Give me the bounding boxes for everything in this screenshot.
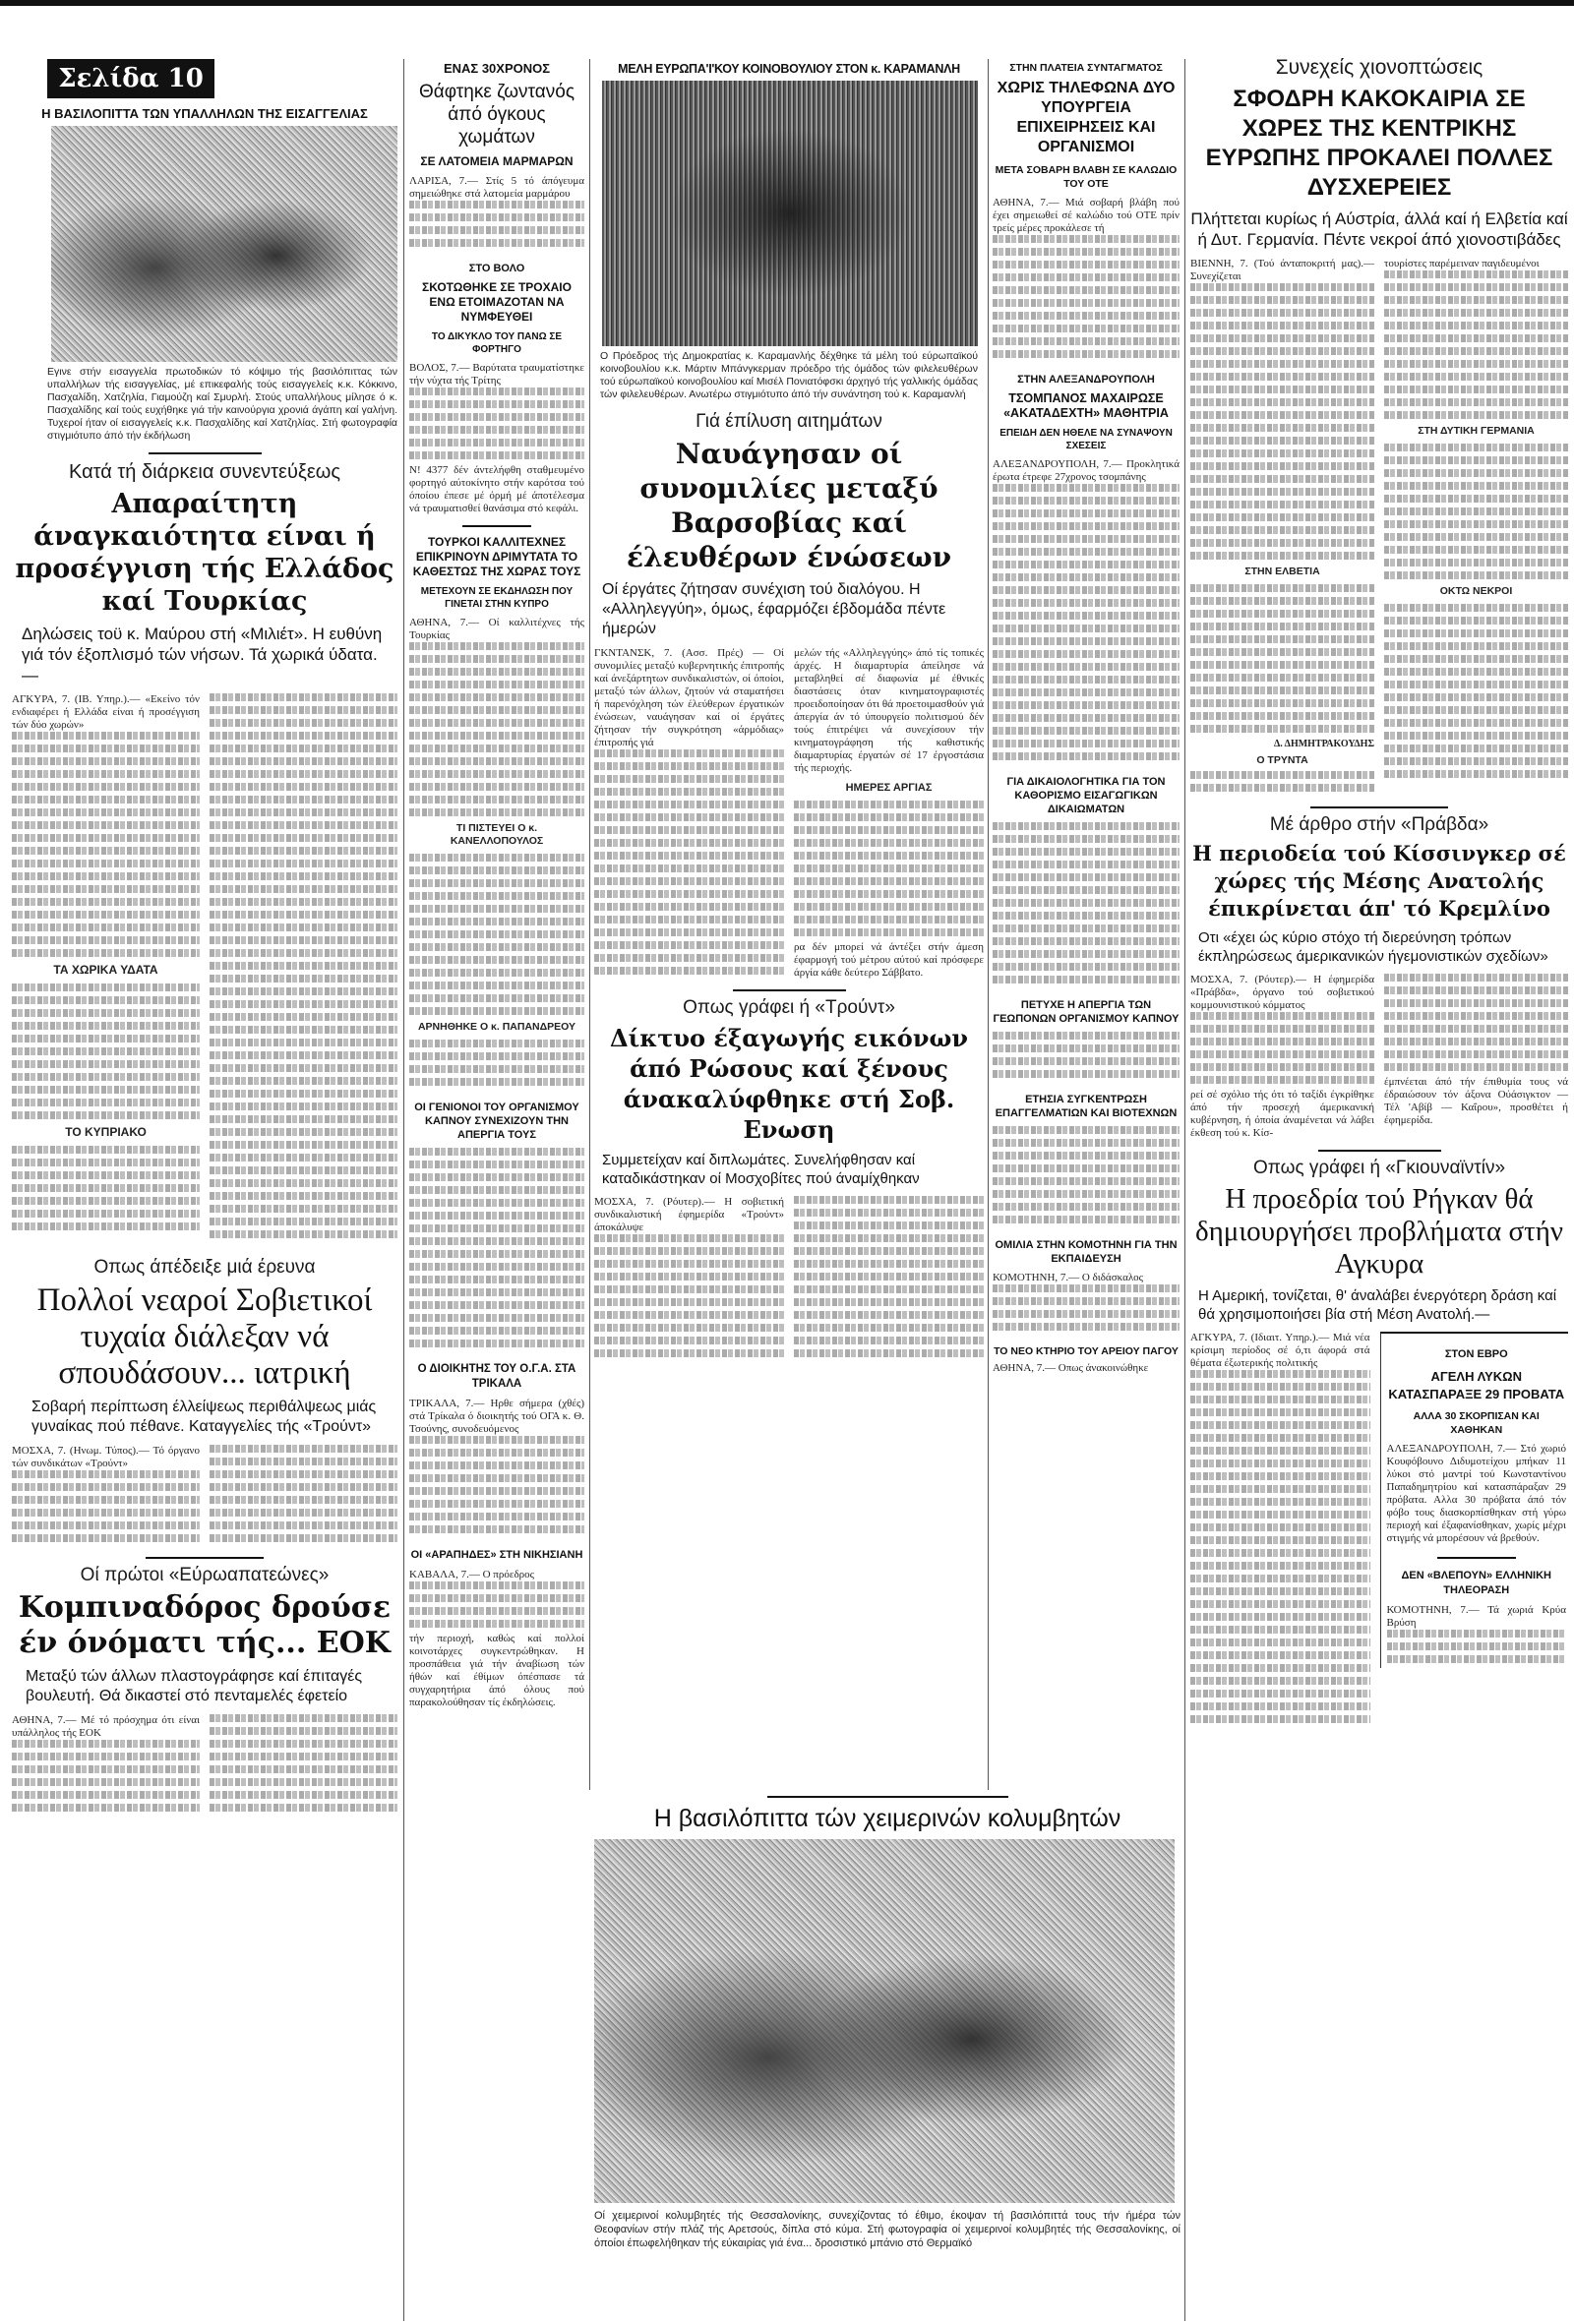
article-kicker: ΣΤΟΝ ΕΒΡΟ <box>1444 1348 1508 1360</box>
article-kicker: ΕΝΑΣ 30ΧΡΟΝΟΣ <box>443 61 551 76</box>
divider <box>462 525 531 527</box>
article-subhead: ΜΕΤΕΧΟΥΝ ΣΕ ΕΚΔΗΛΩΣΗ ΠΟΥ ΓΙΝΕΤΑΙ ΣΤΗΝ ΚΥΠΡΟ <box>420 586 574 610</box>
subsection-heading: ΑΡΝΗΘΗΚΕ Ο κ. ΠΑΠΑΝΔΡΕΟΥ <box>417 1021 576 1033</box>
photo-caption-col1: Εγινε στήν εισαγγελία πρωτοδικών τό κόψιμο τής βασιλόπιττας τών υπαλλήλων τής εισαγγελίας, μέ επικεφαλής τούς εισαγγελείς κ.κ. Κόκκινο, Πασχαλίδη, Χατζηλία, Γιαμούζη καί Σμυρλή. Στούς υπαλλήλους μίλησε ό κ. Πασχαλίδης καί τούς ευχήθηκε γιά τήν καινούργια χρονιά άγάπη καί γαλήνη. Τυχεροί ήταν οί εισαγγελείς κ.κ. Πασχαλίδης καί Χατζηλίας. Στή φωτογραφία στιγμιότυπο άπό τήν έκδήλωση <box>47 366 397 442</box>
subsection-heading: ΤΑ ΧΩΡΙΚΑ ΥΔΑΤΑ <box>53 963 158 977</box>
article-kicker: ΣΤΗΝ ΑΛΕΞΑΝΔΡΟΥΠΟΛΗ <box>1017 374 1155 386</box>
article-subhead: ΣΕ ΛΑΤΟΜΕΙΑ ΜΑΡΜΑΡΩΝ <box>420 154 574 168</box>
divider <box>767 1796 1008 1798</box>
photo-title-swimmers: Η βασιλόπιττα τών χειμερινών κολυμβητών <box>653 1805 1121 1832</box>
article-lead: ΑΛΕΞΑΝΔΡΟΥΠΟΛΗ, 7.— Στό χωριό Κουφόβουνο Διδυμοτείχου μπήκαν 11 λύκοι στό μαντρί τού Κωνσταντίνου Παπαδημητρίου καί κατασπάραξαν 29 πρόβατα. Αλλα 30 πρόβατα άπό τόν φόβο τους διασκορπίσθηκαν στή γύρω περιοχή καί έξαφανίσθηκαν, χωρίς μέχρι στιγμής νά μπορέσουν νά βρεθούν. <box>1386 1443 1566 1544</box>
article-subhead: ΕΠΕΙΔΗ ΔΕΝ ΗΘΕΛΕ ΝΑ ΣΥΝΑΨΟΥΝ ΣΧΕΣΕΙΣ <box>999 428 1173 451</box>
article-kicker: Οπως άπέδειξε μιά έρευνα <box>93 1257 316 1278</box>
article-body-columns <box>1190 1332 1568 1728</box>
article-headline: Η προεδρία τού Ρήγκαν θά δημιουργήσει προβλήματα στήν Αγκυρα <box>1194 1183 1564 1280</box>
article-subhead: Δηλώσεις τοϋ κ. Μαύρου στή «Μιλιέτ». Η ευθύνη γιά τόν έξοπλισμό τών νήσων. Τά χωρικά ύδατα.— <box>22 625 383 685</box>
divider <box>1310 806 1448 808</box>
article-body-col <box>210 1445 397 1547</box>
article-subhead: Μεταξύ τών άλλων πλαστογράφησε καί έπιταγές βουλευτή. Θά δικαστεί στό πενταμελές έφετείο <box>26 1668 363 1704</box>
column-rule <box>1184 59 1185 2321</box>
article-body-col: έμπνέεται άπό τήν έπιθυμία τους νά έδραιώσουν τόν άξονα Ούάσιγκτον — Τέλ 'Αβίβ — Καΐρου», προσθέτει ή έφημερίδα. <box>1384 974 1568 1127</box>
article-body-columns <box>1190 974 1568 1140</box>
article-body-columns <box>594 647 984 980</box>
article-kicker: ΣΤΗΝ ΠΛΑΤΕΙΑ ΣΥΝΤΑΓΜΑΤΟΣ <box>1009 62 1163 74</box>
byline: Δ. ΔΗΜΗΤΡΑΚΟΥΔΗΣ <box>1273 739 1374 749</box>
article-headline: Θάφτηκε ζωντανός άπό όγκους χωμάτων <box>418 82 575 148</box>
article-kicker: ΣΤΟ ΒΟΛΟ <box>468 263 525 274</box>
subsection-heading: ΤΙ ΠΙΣΤΕΥΕΙ Ο κ. ΚΑΝΕΛΛΟΠΟΥΛΟΣ <box>450 822 544 847</box>
article-headline: ΟΙ ΓΕΝΙΟΝΟΙ ΤΟΥ ΟΡΓΑΝΙΣΜΟΥ ΚΑΠΝΟΥ ΣΥΝΕΧΙΖΟΥΝ ΤΗΝ ΑΠΕΡΓΙΑ ΤΟΥΣ <box>414 1102 579 1141</box>
article-lead: ΚΑΒΑΛΑ, 7.— Ο πρόεδρος τήν περιοχή, καθώς καί πολλοί κοινοτάρχες συγκεντρώθηκαν. Η προσπάθεια γιά τήν άναβίωση τών ήθών καί έθίμων όπέσπασε τά συγχαρητήρια άπό όλους πού παρακολούθησαν τίς έκδηλώσεις. <box>409 1569 584 1708</box>
article-kicker: Οπως γράφει ή «Τρούντ» <box>683 997 895 1018</box>
swimmers-block <box>594 1796 1180 2250</box>
column-3 <box>594 61 984 1362</box>
article-headline: ΤΟ ΝΕΟ ΚΤΗΡΙΟ ΤΟΥ ΑΡΕΙΟΥ ΠΑΓΟΥ <box>994 1345 1179 1357</box>
subsection-heading: ΟΚΤΩ ΝΕΚΡΟΙ <box>1439 585 1513 597</box>
article-headline: Απαραίτητη άναγκαιότητα είναι ή προσέγγιση τής Ελλάδος καί Τουρκίας <box>15 489 394 617</box>
photo-prosecutors-vasilopita <box>51 126 397 362</box>
article-body-col <box>210 693 397 1243</box>
article-headline: Δίκτυο έξαγωγής εικόνων άπό Ρώσους καί ξένους άνακαλύφθηκε στή Σοβ. Ενωση <box>610 1024 968 1144</box>
article-lead: ΚΟΜΟΤΗΝΗ, 7.— Τά χωριά Κρύα Βρύση <box>1387 1604 1567 1663</box>
article-kicker: Οπως γράφει ή «Γκιουναϊντίν» <box>1252 1158 1506 1178</box>
article-headline: ΟΜΙΛΙΑ ΣΤΗΝ ΚΟΜΟΤΗΝΗ ΓΙΑ ΤΗΝ ΕΚΠΑΙΔΕΥΣΗ <box>995 1239 1178 1265</box>
photo-winter-swimmers <box>594 1839 1175 2203</box>
column-rule <box>589 59 590 1790</box>
article-lead: ΜΟΣΧΑ, 7. (Ηνωμ. Τύπος).— Τό όργανο τών συνδικάτων «Τρούντ» <box>12 1445 200 1547</box>
divider <box>733 989 846 991</box>
article-headline: ΠΕΤΥΧΕ Η ΑΠΕΡΓΙΑ ΤΩΝ ΓΕΩΠΟΝΩΝ ΟΡΓΑΝΙΣΜΟΥ ΚΑΠΝΟΥ <box>993 999 1180 1025</box>
column-5 <box>1190 55 1568 1728</box>
article-headline: ΑΓΕΛΗ ΛΥΚΩΝ ΚΑΤΑΣΠΑΡΑΞΕ 29 ΠΡΟΒΑΤΑ <box>1388 1369 1565 1401</box>
article-lead: ΒΟΛΟΣ, 7.— Βαρύτατα τραυματίστηκε τήν νύχτα τής Τρίτης Ν! 4377 δέν άντελήφθη σταθμευμένο φορτηγό αύτοκίνητο στήν καρότσα τού όποίου έπεσε μέ όρμή μέ άποτέλεσμα νά τραυματισθεί θανάσιμα στό κεφάλι. <box>409 362 584 514</box>
article-body-columns <box>12 1445 397 1547</box>
photo-caption-col3: Ο Πρόεδρος τής Δημοκρατίας κ. Καραμανλής δέχθηκε τά μέλη τού εύρωπαϊκού κοινοβουλίου κ.κ. Μάρτιν Μπάνγκερμαν πρόεδρο τής όμάδος τών φιλελευθέρων τού εύρωπαϊκού κοινοβουλίου καί Μισέλ Πονιατόφσκι άρχηγό τής γαλλικής όμάδας τών φιλελευθέρων. Ανωτέρω στιγμιότυπο άπό τήν συνάντηση τού κ. Καραμανλή <box>600 350 978 400</box>
article-headline: ΣΚΟΤΩΘΗΚΕ ΣΕ ΤΡΟΧΑΙΟ ΕΝΩ ΕΤΟΙΜΑΖΟΤΑΝ ΝΑ ΝΥΜΦΕΥΘΕΙ <box>422 280 572 324</box>
page-label: Σελίδα 10 <box>47 59 214 98</box>
article-body-columns <box>12 1714 397 1817</box>
article-kicker: Συνεχείς χιονοπτώσεις <box>1275 56 1483 79</box>
subsection-heading: ΤΟ ΚΥΠΡΙΑΚΟ <box>65 1125 147 1139</box>
article-subhead: Συμμετείχαν καί διπλωμάτες. Συνελήφθησαν καί καταδικάστηκαν οί Μοσχοβίτες πού άναμίχθηκαν <box>602 1152 920 1187</box>
divider <box>149 452 262 454</box>
article-lead: ΚΟΜΟΤΗΝΗ, 7.— Ο διδάσκαλος <box>993 1272 1180 1336</box>
article-body-col: μελών τής «Αλληλεγγύης» άπό τίς τοπικές άρχές. Η διαμαρτυρία άπείλησε νά μεταβληθεί σέ διαφωνία μέ έθνικές διαστάσεις όταν κινηματογραφιστές προειδοποίησαν ότι θά προετοιμασθούν γιά άπεργία άν τό ύπουργείο πολιτισμού δέν τούς έπιτρέψει νά συνεχίσουν τήν κινηματογράφηση τής καθιστικής διαμαρτυρίας έργατών σέ 17 έργοστάσια τής περιοχής. ΗΜΕΡΕΣ ΑΡΓΙΑΣ ρα δέν μπορεί νά άντέξει στήν άμεση έφαρμογή τού μέτρου αύτού καί πρόσφερε άργία κάθε δεύτερο Σάββατο. <box>794 647 984 979</box>
article-body-columns <box>594 1196 984 1362</box>
article-body-col <box>210 1714 397 1817</box>
column-2 <box>409 61 584 1709</box>
subsection-heading: ΣΤΗ ΔΥΤΙΚΗ ΓΕΡΜΑΝΙΑ <box>1418 425 1535 437</box>
divider <box>1437 1557 1516 1559</box>
column-1 <box>12 59 397 1817</box>
article-lead: ΜΟΣΧΑ, 7. (Ρόυτερ).— Η έφημερίδα «Πράβδα», όργανο τού σοβιετικού κομμουνιστικού κόμματος ρεί σέ σχόλιο τής ότι τό ταξίδι έγκρίθηκε άπό τήν προσεχή άμερικανική κυβέρνηση, ή όποία άναμένεται νά λάβει έκθεση τού κ. Κίσ- <box>1190 974 1374 1139</box>
photo-caption-swimmers: Οί χειμερινοί κολυμβητές τής Θεσσαλονίκης, συνεχίζοντας τό έθιμο, έκοψαν τή βασιλόπιττά τους τήν ήμέρα τών Θεοφανίων στήν πλάζ τής Αρετσούς, δίπλα στό κύμα. Στή φωτογραφία οί χειμερινοί κολυμβητές τής Θεσσαλονίκης, οί όποίοι έπωφελήθηκαν τής εύκαιρίας γιά ένα... δροσιστικό μπάνιο στό Θερμαϊκό <box>594 2210 1180 2249</box>
article-headline: Η περιοδεία τού Κίσσινγκερ σέ χώρες τής Μέσης Ανατολής έπικρίνεται άπ' τό Κρεμλίνο <box>1192 841 1566 921</box>
article-subhead: Οτι «έχει ώς κύριο στόχο τή διερεύνηση τρόπων έκπληρώσεως άμερικανικών ήγεμονιστικών σχεδίων» <box>1198 929 1548 965</box>
article-headline: ΔΕΝ «ΒΛΕΠΟΥΝ» ΕΛΛΗΝΙΚΗ ΤΗΛΕΟΡΑΣΗ <box>1401 1570 1551 1596</box>
column-4 <box>993 61 1180 1375</box>
article-headline: Κομπιναδόρος δρούσε έν όνόματι τής... ΕΟΚ <box>18 1590 392 1660</box>
article-subhead: ΤΟ ΔΙΚΥΚΛΟ ΤΟΥ ΠΑΝΩ ΣΕ ΦΟΡΤΗΓΟ <box>431 331 563 355</box>
article-lead: ΑΓΚΥΡΑ, 7. (ΙΒ. Υπηρ.).— «Εκείνο τόν ενδιαφέρει ή Ελλάδα είναι ή προσέγγιση τών δύο χωρών» ΤΑ ΧΩΡΙΚΑ ΥΔΑΤΑ ΤΟ ΚΥΠΡΙΑΚΟ <box>12 693 200 1235</box>
boxed-article-wolves <box>1380 1332 1569 1668</box>
article-lead: ΑΘΗΝΑ, 7.— Οπως άνακοινώθηκε <box>993 1362 1149 1374</box>
photo-title-col1: Η ΒΑΣΙΛΟΠΙΤΤΑ ΤΩΝ ΥΠΑΛΛΗΛΩΝ ΤΗΣ ΕΙΣΑΓΓΕΛΙΑΣ <box>41 106 368 121</box>
article-lead: ΓΚΝΤΑΝΣΚ, 7. (Ασσ. Πρές) — Οί συνομιλίες μεταξύ κυβερνητικής έπιτροπής καί άνεξάρτητων συνδικαλιστών, οί όποίοι, μεταξύ τών άλλων, ζητούν νά σταματήσει ή παρενόχληση τών έλεύθερων έργατικών ένώσεων, ναυάγησαν καί οί έργάτες ζήτησαν τήν συγκρότηση «άρμόδιας» έπιτροπής γιά <box>594 647 784 980</box>
article-headline: Ο ΔΙΟΙΚΗΤΗΣ ΤΟΥ Ο.Γ.Α. ΣΤΑ ΤΡΙΚΑΛΑ <box>417 1363 576 1390</box>
divider <box>146 1557 264 1559</box>
subsection-heading: ΣΤΗΝ ΕΛΒΕΤΙΑ <box>1244 566 1320 577</box>
article-subhead: Η Αμερική, τονίζεται, θ' άναλάβει ένεργότερη δράση καί θά χρησιμοποιήσει βία στή Μέση Ανατολή.— <box>1198 1287 1557 1323</box>
article-headline: ΓΙΑ ΔΙΚΑΙΟΛΟΓΗΤΙΚΑ ΓΙΑ ΤΟΝ ΚΑΘΟΡΙΣΜΟ ΕΙΣΑΓΩΓΙΚΩΝ ΔΙΚΑΙΩΜΑΤΩΝ <box>1006 776 1166 815</box>
article-lead: ΒΙΕΝΝΗ, 7. (Τού άνταποκριτή μας).— Συνεχίζεται ΣΤΗΝ ΕΛΒΕΤΙΑ Δ. ΔΗΜΗΤΡΑΚΟΥΔΗΣ Ο ΤΡΥΝΤΑ <box>1190 258 1374 797</box>
article-body <box>993 1032 1180 1083</box>
article-subhead: Οί έργάτες ζήτησαν συνέχιση τού διαλόγου. Η «Αλληλεγγύη», όμως, έφαρμόζει έβδομάδα πέντε ήμερών <box>602 581 946 637</box>
photo-karamanlis-meeting <box>602 81 978 346</box>
article-body <box>409 1148 584 1352</box>
article-kicker: Μέ άρθρο στήν «Πράβδα» <box>1269 814 1489 835</box>
article-lead: ΑΘΗΝΑ, 7.— Μιά σοβαρή βλάβη πού έχει σημειωθεί σέ καλώδιο τού ΟΤΕ πρίν τρείς μέρες προκάλεσε τή <box>993 197 1180 363</box>
article-headline: ΤΣΟΜΠΑΝΟΣ ΜΑΧΑΙΡΩΣΕ «ΑΚΑΤΑΔΕΧΤΗ» ΜΑΘΗΤΡΙΑ <box>1003 391 1169 420</box>
subsection-heading: ΗΜΕΡΕΣ ΑΡΓΙΑΣ <box>845 782 933 794</box>
article-headline: ΧΩΡΙΣ ΤΗΛΕΦΩΝΑ ΔΥΟ ΥΠΟΥΡΓΕΙΑ ΕΠΙΧΕΙΡΗΣΕΙΣ ΚΑΙ ΟΡΓΑΝΙΣΜΟΙ <box>997 80 1176 155</box>
article-subhead: Πλήττεται κυρίως ή Αύστρία, άλλά καί ή Ελβετία καί ή Δυτ. Γερμανία. Πέντε νεκροί άπό χιονοστιβάδες <box>1190 209 1568 249</box>
article-kicker: Γιά έπίλυση αιτημάτων <box>696 411 882 432</box>
article-headline: ΤΟΥΡΚΟΙ ΚΑΛΛΙΤΕΧΝΕΣ ΕΠΙΚΡΙΝΟΥΝ ΔΡΙΜΥΤΑΤΑ ΤΟ ΚΑΘΕΣΤΩΣ ΤΗΣ ΧΩΡΑΣ ΤΟΥΣ <box>412 535 581 578</box>
article-subhead: ΜΕΤΑ ΣΟΒΑΡΗ ΒΛΑΒΗ ΣΕ ΚΑΛΩΔΙΟ ΤΟΥ ΟΤΕ <box>995 164 1178 190</box>
article-headline: ΕΤΗΣΙΑ ΣΥΓΚΕΝΤΡΩΣΗ ΕΠΑΓΓΕΛΜΑΤΙΩΝ ΚΑΙ ΒΙΟΤΕΧΝΩΝ <box>995 1094 1178 1119</box>
article-headline: Πολλοί νεαροί Σοβιετικοί τυχαία διάλεξαν νά σπουδάσουν... ιατρική <box>36 1282 373 1391</box>
article-subhead: ΑΛΛΑ 30 ΣΚΟΡΠΙΣΑΝ ΚΑΙ ΧΑΘΗΚΑΝ <box>1413 1410 1540 1436</box>
article-body-columns <box>12 693 397 1243</box>
photo-title-col3: ΜΕΛΗ ΕΥΡΩΠΑ'Ι'ΚΟΥ ΚΟΙΝΟΒΟΥΛΙΟΥ ΣΤΟΝ κ. ΚΑΡΑΜΑΝΛΗ <box>618 62 960 76</box>
article-headline: Ναυάγησαν οί συνομιλίες μεταξύ Βαρσοβίας καί έλευθέρων ένώσεων <box>626 438 952 573</box>
divider <box>1318 1150 1441 1152</box>
top-border <box>0 0 1574 6</box>
article-subhead: Σοβαρή περίπτωση έλλείψεως περιθάλψεως μιάς γυναίκας πού πέθανε. Καταγγελίες τής «Τρούντ» <box>31 1399 377 1435</box>
article-lead: ΑΓΚΥΡΑ, 7. (Ιδιαιτ. Υπηρ.).— Μιά νέα κρίσιμη περίοδος σέ ό,τι άφορά στά θέματα έξωτερικής πολιτικής <box>1190 1332 1370 1728</box>
article-headline: ΣΦΟΔΡΗ ΚΑΚΟΚΑΙΡΙΑ ΣΕ ΧΩΡΕΣ ΤΗΣ ΚΕΝΤΡΙΚΗΣ ΕΥΡΩΠΗΣ ΠΡΟΚΑΛΕΙ ΠΟΛΛΕΣ ΔΥΣΧΕΡΕΙΕΣ <box>1205 86 1553 201</box>
article-body-columns <box>1190 258 1568 797</box>
column-rule <box>403 59 404 2321</box>
article-lead: ΑΘΗΝΑ, 7.— Οί καλλιτέχνες τής Τουρκίας ΤΙ ΠΙΣΤΕΥΕΙ Ο κ. ΚΑΝΕΛΛΟΠΟΥΛΟΣ ΑΡΝΗΘΗΚΕ Ο κ. ΠΑΠΑΝΔΡΕΟΥ <box>409 617 584 1091</box>
article-body <box>993 822 1180 988</box>
article-lead: ΑΛΕΞΑΝΔΡΟΥΠΟΛΗ, 7.— Προκλητικά έρωτα έτρεφε 27χρονος τσομπάνης <box>993 458 1180 765</box>
column-rule <box>988 59 989 1790</box>
article-lead: ΛΑΡΙΣΑ, 7.— Στίς 5 τό άπόγευμα σημειώθηκε στά λατομεία μαρμάρου <box>409 175 584 252</box>
article-lead: ΑΘΗΝΑ, 7.— Μέ τό πρόσχημα ότι είναι υπάλληλος τής ΕΟΚ <box>12 1714 200 1817</box>
article-body <box>993 1126 1180 1228</box>
article-kicker: Οί πρώτοι «Εύρωαπατεώνες» <box>80 1565 330 1585</box>
article-body-col: τουρίστες παρέμειναν παγιδευμένοι ΣΤΗ ΔΥΤΙΚΗ ΓΕΡΜΑΝΙΑ ΟΚΤΩ ΝΕΚΡΟΙ <box>1384 258 1568 783</box>
article-kicker: Κατά τή διάρκεια συνεντεύξεως <box>68 461 341 483</box>
article-lead: ΜΟΣΧΑ, 7. (Ρόυτερ).— Η σοβιετική συνδικαλιστική έφημερίδα «Τρούντ» άποκάλυψε <box>594 1196 784 1362</box>
article-headline: ΟΙ «ΑΡΑΠΗΔΕΣ» ΣΤΗ ΝΙΚΗΣΙΑΝΗ <box>410 1549 583 1561</box>
subsection-heading: Ο ΤΡΥΝΤΑ <box>1256 754 1308 766</box>
article-lead: ΤΡΙΚΑΛΑ, 7.— Ηρθε σήμερα (χθές) στά Τρίκαλα ό διοικητής τού ΟΓΑ κ. Θ. Τσούνης, συνοδευόμενος <box>409 1398 584 1538</box>
article-body-col <box>794 1196 984 1362</box>
